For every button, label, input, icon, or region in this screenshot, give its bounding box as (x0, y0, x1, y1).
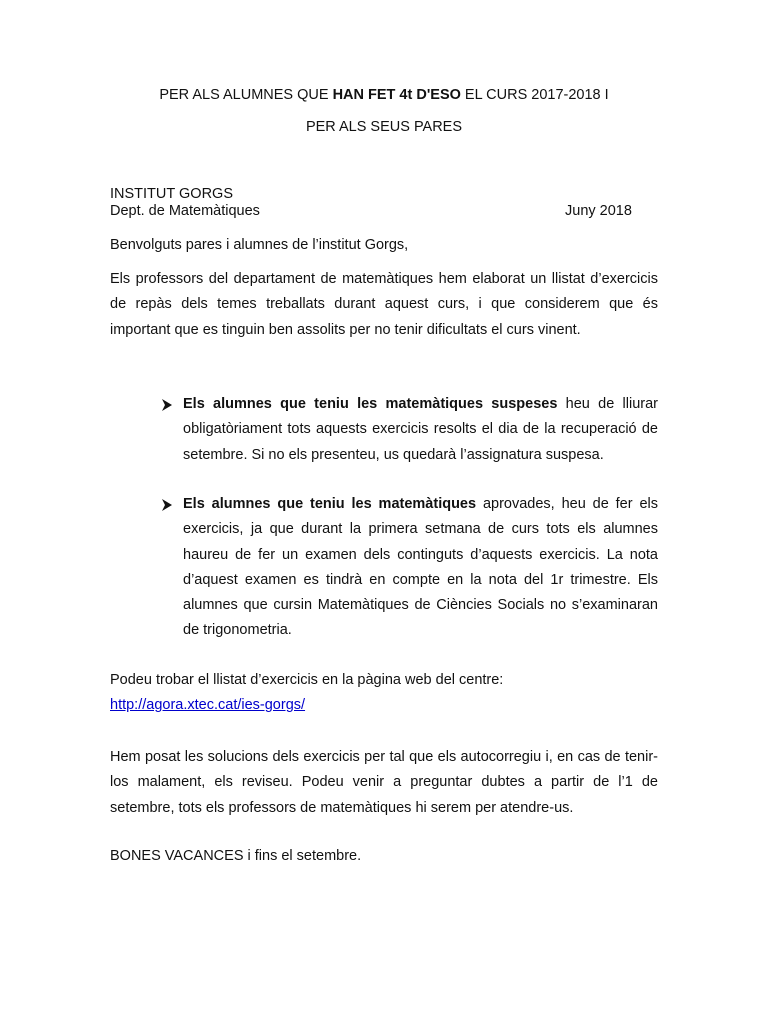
school-website-link[interactable]: http://agora.xtec.cat/ies-gorgs/ (110, 697, 306, 713)
letter-date: Juny 2018 (565, 203, 632, 219)
heading-text-end: EL CURS 2017-2018 I (460, 87, 609, 103)
greeting: Benvolguts pares i alumnes de l’institut Gorgs, (110, 237, 409, 253)
bullet-item-aprovades (183, 492, 658, 644)
link-intro: Podeu trobar el llistat d’exercicis en la pàgina web del centre: (110, 672, 504, 688)
heading-bold-text: HAN FET 4t D'ESO (332, 87, 461, 103)
bullet-bold-text: Els alumnes que teniu les matemàtiques (183, 496, 477, 512)
document-heading-line-2: PER ALS SEUS PARES (305, 119, 463, 135)
department-name: Dept. de Matemàtiques (110, 203, 260, 219)
solutions-paragraph: Hem posat les solucions dels exercicis per tal que els autocorregiu i, en cas de tenir-los malament, els reviseu. Podeu venir a preguntar dubtes a partir de l’1 de setembre, tots els professors de matemàtiques hi serem per atendre-us. (110, 749, 658, 816)
bullet-text: heu de lliurar obligatòriament tots aquests exercicis resolts el dia de la recuperació de setembre. Si no els presenteu, us quedarà l’assignatura suspesa. (183, 396, 658, 463)
school-name: INSTITUT GORGS (110, 186, 233, 202)
heading-text: PER ALS ALUMNES QUE (159, 87, 333, 103)
bullet-item-suspeses (183, 392, 658, 468)
closing-line: BONES VACANCES i fins el setembre. (110, 848, 362, 864)
arrowhead-bullet-icon (160, 498, 174, 512)
bullet-bold-text: Els alumnes que teniu les matemàtiques suspeses (183, 396, 558, 412)
arrowhead-bullet-icon (160, 398, 174, 412)
intro-paragraph: Els professors del departament de matemàtiques hem elaborat un llistat d’exercicis de repàs dels temes treballats durant aquest curs, i que considerem que és important que es tinguin ben assolits per no tenir dificultats el curs vinent. (110, 271, 658, 338)
document-heading-line-1 (0, 87, 768, 103)
bullet-text: aprovades, heu de fer els exercicis, ja que durant la primera setmana de curs tots els alumnes haureu de fer un examen dels continguts d’aquests exercicis. La nota d’aquest examen es tindrà en compte en la nota del 1r trimestre. Els alumnes que cursin Matemàtiques de Ciències Socials no s’examinaran de trigonometria. (183, 496, 658, 639)
